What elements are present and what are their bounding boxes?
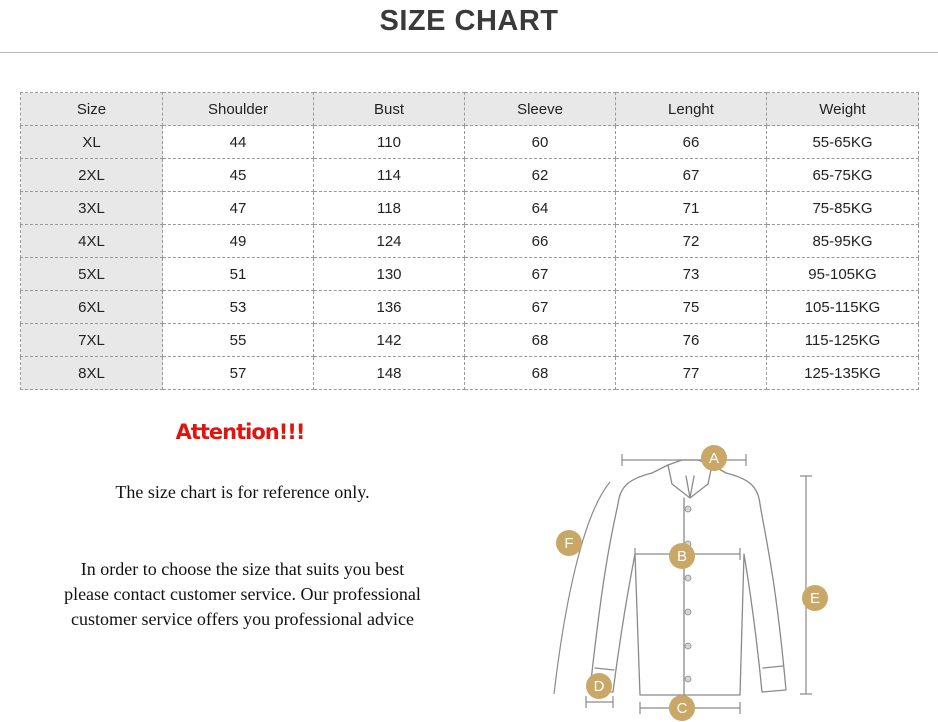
length-cell: 71: [616, 192, 767, 225]
column-header-weight: Weight: [767, 93, 919, 126]
length-cell: 66: [616, 126, 767, 159]
length-cell: 77: [616, 357, 767, 390]
table-row: [21, 258, 919, 291]
length-cell: 73: [616, 258, 767, 291]
right-cuff: [763, 666, 783, 668]
size-table-body: [21, 126, 919, 390]
page-title: SIZE CHART: [379, 5, 559, 37]
column-header-sleeve: Sleeve: [465, 93, 616, 126]
sleeve-cell: 62: [465, 159, 616, 192]
shoulder-cell: 45: [163, 159, 314, 192]
bust-cell: 114: [314, 159, 465, 192]
size-table: [20, 92, 919, 390]
weight-cell: 95-105KG: [767, 258, 919, 291]
sleeve-cell: 67: [465, 291, 616, 324]
bust-cell: 136: [314, 291, 465, 324]
marker-a: [701, 445, 727, 471]
weight-cell: 55-65KG: [767, 126, 919, 159]
weight-cell: 65-75KG: [767, 159, 919, 192]
reference-note: The size chart is for reference only.: [115, 482, 370, 502]
size-cell: 4XL: [21, 225, 163, 258]
left-cuff: [595, 668, 614, 670]
bust-cell: 130: [314, 258, 465, 291]
svg-text:E: E: [809, 590, 821, 607]
length-cell: 72: [616, 225, 767, 258]
marker-c: [669, 695, 695, 721]
size-cell: 7XL: [21, 324, 163, 357]
table-row: [21, 192, 919, 225]
table-row: [21, 159, 919, 192]
weight-cell: 105-115KG: [767, 291, 919, 324]
table-header-row: [21, 93, 919, 126]
bust-cell: 148: [314, 357, 465, 390]
advice-line: customer service offers you professional advice: [70, 609, 415, 629]
svg-text:F: F: [564, 535, 574, 552]
shoulder-cell: 57: [163, 357, 314, 390]
size-cell: 3XL: [21, 192, 163, 225]
sleeve-cell: 66: [465, 225, 616, 258]
length-cell: 76: [616, 324, 767, 357]
shoulder-cell: 47: [163, 192, 314, 225]
shirt-button: [685, 506, 691, 512]
sleeve-cell: 60: [465, 126, 616, 159]
column-header-shoulder: Shoulder: [163, 93, 314, 126]
shoulder-cell: 51: [163, 258, 314, 291]
shirt-button: [685, 643, 691, 649]
table-row: [21, 126, 919, 159]
column-header-bust: Bust: [314, 93, 465, 126]
shirt-button: [685, 609, 691, 615]
size-cell: XL: [21, 126, 163, 159]
bust-cell: 124: [314, 225, 465, 258]
weight-cell: 85-95KG: [767, 225, 919, 258]
sleeve-cell: 67: [465, 258, 616, 291]
shoulder-cell: 49: [163, 225, 314, 258]
marker-e: [802, 585, 828, 611]
contact-advice: [20, 557, 465, 632]
svg-text:C: C: [676, 700, 688, 717]
table-row: [21, 225, 919, 258]
measure-line-f: [554, 482, 610, 694]
shirt-button: [685, 575, 691, 581]
sleeve-cell: 64: [465, 192, 616, 225]
length-cell: 67: [616, 159, 767, 192]
size-cell: 5XL: [21, 258, 163, 291]
shoulder-cell: 53: [163, 291, 314, 324]
column-header-size: Size: [21, 93, 163, 126]
bust-cell: 142: [314, 324, 465, 357]
sleeve-cell: 68: [465, 357, 616, 390]
bust-cell: 110: [314, 126, 465, 159]
svg-text:A: A: [708, 450, 720, 467]
title-divider: [0, 52, 938, 53]
shirt-button: [685, 676, 691, 682]
weight-cell: 125-135KG: [767, 357, 919, 390]
shirt-measurement-diagram: [540, 432, 836, 722]
bust-cell: 118: [314, 192, 465, 225]
table-row: [21, 357, 919, 390]
advice-line: In order to choose the size that suits you best: [80, 559, 405, 579]
shoulder-cell: 55: [163, 324, 314, 357]
svg-text:D: D: [593, 678, 605, 695]
weight-cell: 75-85KG: [767, 192, 919, 225]
size-cell: 6XL: [21, 291, 163, 324]
sleeve-cell: 68: [465, 324, 616, 357]
marker-d: [586, 673, 612, 699]
marker-f: [556, 530, 582, 556]
size-cell: 2XL: [21, 159, 163, 192]
size-table-header: [21, 93, 919, 126]
svg-text:B: B: [676, 548, 688, 565]
shoulder-cell: 44: [163, 126, 314, 159]
length-cell: 75: [616, 291, 767, 324]
size-cell: 8XL: [21, 357, 163, 390]
attention-heading: Attention!!!: [175, 420, 305, 444]
table-row: [21, 324, 919, 357]
column-header-length: Lenght: [616, 93, 767, 126]
table-row: [21, 291, 919, 324]
weight-cell: 115-125KG: [767, 324, 919, 357]
marker-b: [669, 543, 695, 569]
advice-line: please contact customer service. Our professional: [64, 584, 421, 604]
